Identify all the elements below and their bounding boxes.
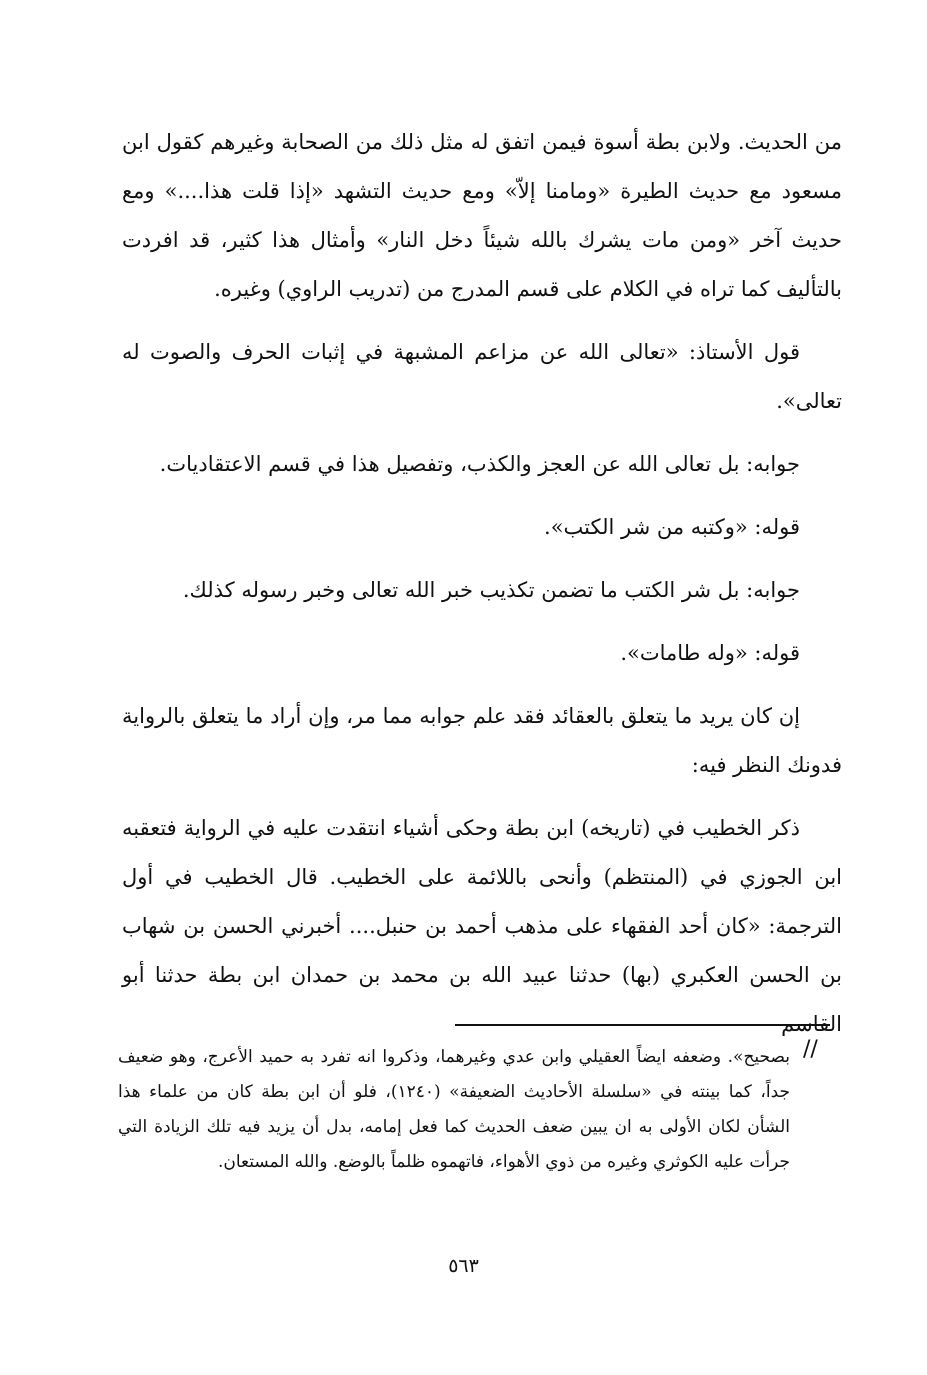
- paragraph-8: ذكر الخطيب في (تاريخه) ابن بطة وحكى أشياء انتقدت عليه في الرواية فتعقبه ابن الجوزي في (المنتظم) وأنحى باللائمة على الخطيب. قال الخطيب في أول الترجمة: «كان أحد الفقهاء على مذهب أحمد بن حنبل.... أخبرني الحسن بن شهاب بن الحسن العكبري (بها) حدثنا عبيد الله بن محمد بن حمدان ابن بطة حدثنا أبو القاسم: [122, 816, 842, 1036]
- paragraph-1: من الحديث. ولابن بطة أسوة فيمن اتفق له مثل ذلك من الصحابة وغيرهم كقول ابن مسعود مع حديث الطيرة «ومامنا إلاّ» ومع حديث التشهد «إذا قلت هذا....» ومع حديث آخر «ومن مات يشرك بالله شيئاً دخل النار» وأمثال هذا كثير، قد افردت بالتأليف كما تراه في الكلام على قسم المدرج من (تدريب الراوي) وغيره.: [122, 130, 842, 301]
- paragraph-7: إن كان يريد ما يتعلق بالعقائد فقد علم جوابه مما مر، وإن أراد ما يتعلق بالرواية فدونك النظر فيه:: [122, 704, 842, 777]
- paragraph-2: قول الأستاذ: «تعالى الله عن مزاعم المشبهة في إثبات الحرف والصوت له تعالى».: [122, 340, 842, 413]
- footnote-text: بصحيح». وضعفه ايضاً العقيلي وابن عدي وغيرهما، وذكروا انه تفرد به حميد الأعرج، وهو ضعيف جداً، كما بينته في «سلسلة الأحاديث الضعيفة» (١٢٤٠)، فلو أن ابن بطة كان من علماء هذا الشأن لكان الأولى به ان يبين ضعف الحديث كما فعل إمامه، بدل أن يزيد فيه تلك الزيادة التي جرأت عليه الكوثري وغيره من ذوي الأهواء، فاتهموه ظلماً بالوضع. والله المستعان.: [118, 1047, 791, 1172]
- page-number: ٥٦٣: [448, 1255, 479, 1277]
- footnote-continuation-mark: //: [803, 1037, 818, 1062]
- main-text-body: [122, 118, 842, 1063]
- paragraph-3: جوابه: بل تعالى الله عن العجز والكذب، وتفصيل هذا في قسم الاعتقاديات.: [159, 452, 800, 476]
- paragraph-6: قوله: «وله طامات».: [620, 641, 800, 665]
- paragraph-5: جوابه: بل شر الكتب ما تضمن تكذيب خبر الله تعالى وخبر رسوله كذلك.: [182, 578, 800, 602]
- footnote-separator: [455, 1024, 830, 1026]
- paragraph-4: قوله: «وكتبه من شر الكتب».: [544, 515, 800, 539]
